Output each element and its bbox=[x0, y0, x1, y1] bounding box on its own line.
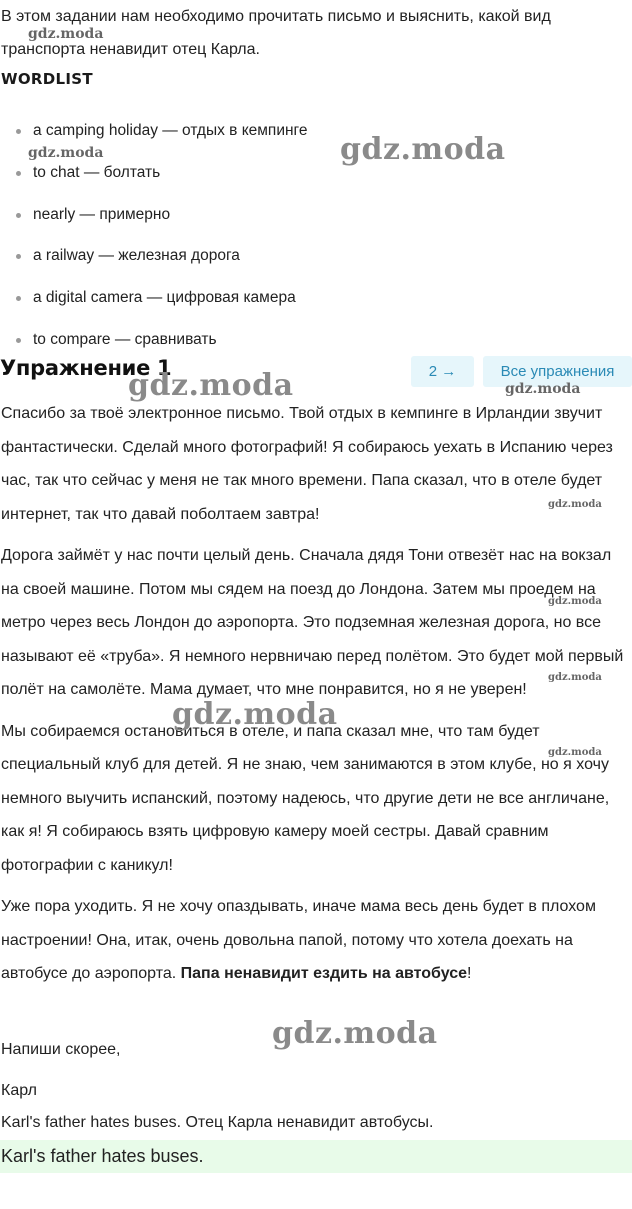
list-item: a camping holiday — отдых в кемпинге bbox=[0, 120, 307, 162]
watermark: gdz.moda bbox=[340, 132, 506, 167]
signature: Карл bbox=[1, 1082, 37, 1099]
watermark: gdz.moda bbox=[272, 1016, 438, 1051]
letter-paragraph: Спасибо за твоё электронное письмо. Твой отдых в кемпинге в Ирландии звучит фантастически. Сделай много фотографий! Я собираюсь уехать в Испанию через час, так что сейчас у меня не так много времени. Папа сказал, что в отеле будет интернет, так что давай поболтаем завтра! bbox=[1, 405, 613, 523]
list-item: a digital camera — цифровая камера bbox=[0, 287, 307, 329]
wordlist-heading: WORDLIST bbox=[1, 70, 93, 88]
wordlist bbox=[0, 120, 307, 371]
letter-paragraph: Мы собираемся остановиться в отеле, и папа сказал мне, что там будет специальный клуб для детей. Я не знаю, чем занимаются в этом клубе, но я хочу немного выучить испанский, поэтому надеюсь, что другие дети не все англичане, как я! Я собираюсь взять цифровую камеру моей сестры. Давай сравним фотографии с каникул! bbox=[1, 722, 610, 874]
watermark: gdz.moda bbox=[28, 26, 104, 42]
next-exercise-button[interactable]: 2 → bbox=[411, 356, 474, 387]
watermark: gdz.moda bbox=[548, 747, 602, 758]
closing-line: Напиши скорее, bbox=[1, 1041, 121, 1058]
answer-highlight: Папа ненавидит ездить на автобусе bbox=[180, 965, 467, 982]
answer-translation: Karl's father hates buses. Отец Карла ненавидит автобусы. bbox=[1, 1114, 434, 1131]
watermark: gdz.moda bbox=[505, 381, 581, 397]
letter-paragraph-end: ! bbox=[467, 965, 472, 982]
watermark: gdz.moda bbox=[548, 596, 602, 607]
watermark: gdz.moda bbox=[548, 672, 602, 683]
letter-text bbox=[0, 397, 632, 999]
answer-box: Karl's father hates buses. bbox=[0, 1140, 632, 1173]
all-exercises-button[interactable]: Все упражнения bbox=[483, 356, 632, 387]
letter-paragraph: Дорога займёт у нас почти целый день. Сначала дядя Тони отвезёт нас на вокзал на своей машине. Потом мы сядем на поезд до Лондона. Затем мы проедем на метро через весь Лондон до аэропорта. Это подземная железная дорога, но все называют её «труба». Я немного нервничаю перед полётом. Это будет мой первый полёт на самолёте. Мама думает, что мне понравится, но я не уверен! bbox=[1, 547, 624, 698]
watermark: gdz.moda bbox=[548, 499, 602, 510]
exercise-title: Упражнение 1 bbox=[0, 356, 172, 380]
letter-paragraph-text: Уже пора уходить. Я не хочу опаздывать, иначе мама весь день будет в плохом настроении! Она, итак, очень довольна папой, потому что хотела доехать на автобусе до аэропорта. bbox=[1, 898, 596, 982]
letter-paragraph bbox=[0, 890, 632, 991]
list-item: to compare — сравнивать bbox=[0, 329, 307, 371]
watermark: gdz.moda bbox=[28, 145, 104, 161]
intro-text: В этом задании нам необходимо прочитать письмо и выяснить, какой вид транспорта ненавидит отец Карла. bbox=[1, 8, 551, 58]
list-item: to chat — болтать bbox=[0, 162, 307, 204]
watermark: gdz.moda bbox=[128, 368, 294, 403]
watermark: gdz.moda bbox=[172, 697, 338, 732]
list-item: a railway — железная дорога bbox=[0, 245, 307, 287]
list-item: nearly — примерно bbox=[0, 204, 307, 246]
